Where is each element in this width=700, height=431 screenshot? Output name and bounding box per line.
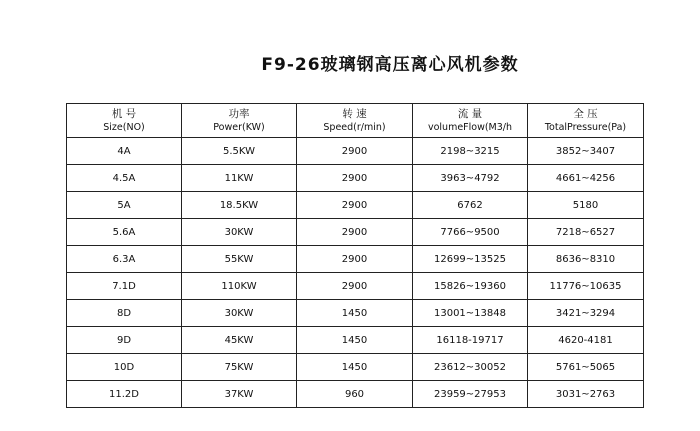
cell-speed: 2900 [297, 192, 413, 219]
cell-volume-flow: 23959~27953 [413, 381, 528, 408]
header-speed-en: Speed(r/min) [323, 121, 386, 133]
cell-volume-flow: 16118-19717 [413, 327, 528, 354]
cell-total-pressure: 3421~3294 [528, 300, 644, 327]
header-size-en: Size(NO) [103, 121, 145, 133]
cell-speed: 2900 [297, 165, 413, 192]
header-power [182, 104, 297, 138]
cell-total-pressure: 7218~6527 [528, 219, 644, 246]
cell-power: 55KW [182, 246, 297, 273]
cell-total-pressure: 5761~5065 [528, 354, 644, 381]
cell-size: 4.5A [67, 165, 182, 192]
cell-speed: 1450 [297, 354, 413, 381]
cell-volume-flow: 6762 [413, 192, 528, 219]
header-speed [297, 104, 413, 138]
cell-size: 6.3A [67, 246, 182, 273]
cell-size: 7.1D [67, 273, 182, 300]
cell-power: 75KW [182, 354, 297, 381]
cell-size: 11.2D [67, 381, 182, 408]
cell-volume-flow: 12699~13525 [413, 246, 528, 273]
fan-parameters-table [66, 103, 644, 408]
cell-volume-flow: 23612~30052 [413, 354, 528, 381]
cell-volume-flow: 2198~3215 [413, 138, 528, 165]
cell-speed: 2900 [297, 219, 413, 246]
cell-power: 11KW [182, 165, 297, 192]
cell-speed: 1450 [297, 327, 413, 354]
header-size-cn: 机 号 [111, 107, 137, 120]
cell-speed: 2900 [297, 246, 413, 273]
table-row [67, 246, 644, 273]
table-row [67, 165, 644, 192]
table-row [67, 300, 644, 327]
header-total-pressure [528, 104, 644, 138]
header-speed-cn: 转 速 [342, 107, 367, 120]
page-title: F9-26玻璃钢高压离心风机参数 [261, 55, 519, 75]
header-total-pressure-cn: 全 压 [573, 107, 598, 120]
cell-speed: 2900 [297, 273, 413, 300]
cell-volume-flow: 13001~13848 [413, 300, 528, 327]
cell-total-pressure: 3031~2763 [528, 381, 644, 408]
cell-power: 30KW [182, 300, 297, 327]
table-header-row [67, 104, 644, 138]
table-row [67, 327, 644, 354]
cell-power: 110KW [182, 273, 297, 300]
cell-speed: 2900 [297, 138, 413, 165]
table-row [67, 192, 644, 219]
header-power-cn: 功率 [228, 107, 250, 120]
cell-volume-flow: 15826~19360 [413, 273, 528, 300]
cell-volume-flow: 7766~9500 [413, 219, 528, 246]
cell-power: 5.5KW [182, 138, 297, 165]
cell-size: 5A [67, 192, 182, 219]
cell-speed: 1450 [297, 300, 413, 327]
table-row [67, 138, 644, 165]
cell-power: 37KW [182, 381, 297, 408]
cell-size: 5.6A [67, 219, 182, 246]
cell-size: 8D [67, 300, 182, 327]
table-row [67, 273, 644, 300]
cell-power: 18.5KW [182, 192, 297, 219]
cell-size: 4A [67, 138, 182, 165]
table-row [67, 219, 644, 246]
cell-volume-flow: 3963~4792 [413, 165, 528, 192]
cell-total-pressure: 4661~4256 [528, 165, 644, 192]
header-total-pressure-en: TotalPressure(Pa) [544, 121, 627, 133]
cell-total-pressure: 3852~3407 [528, 138, 644, 165]
header-volume-flow-cn: 流 量 [457, 107, 483, 120]
cell-size: 9D [67, 327, 182, 354]
cell-total-pressure: 8636~8310 [528, 246, 644, 273]
header-volume-flow [413, 104, 528, 138]
header-size [67, 104, 182, 138]
header-power-en: Power(KW) [213, 121, 265, 133]
cell-total-pressure: 11776~10635 [528, 273, 644, 300]
cell-power: 45KW [182, 327, 297, 354]
table-row [67, 381, 644, 408]
cell-total-pressure: 5180 [528, 192, 644, 219]
cell-total-pressure: 4620-4181 [528, 327, 644, 354]
cell-power: 30KW [182, 219, 297, 246]
table-row [67, 354, 644, 381]
cell-speed: 960 [297, 381, 413, 408]
header-volume-flow-en: volumeFlow(M3/h [427, 121, 513, 133]
cell-size: 10D [67, 354, 182, 381]
